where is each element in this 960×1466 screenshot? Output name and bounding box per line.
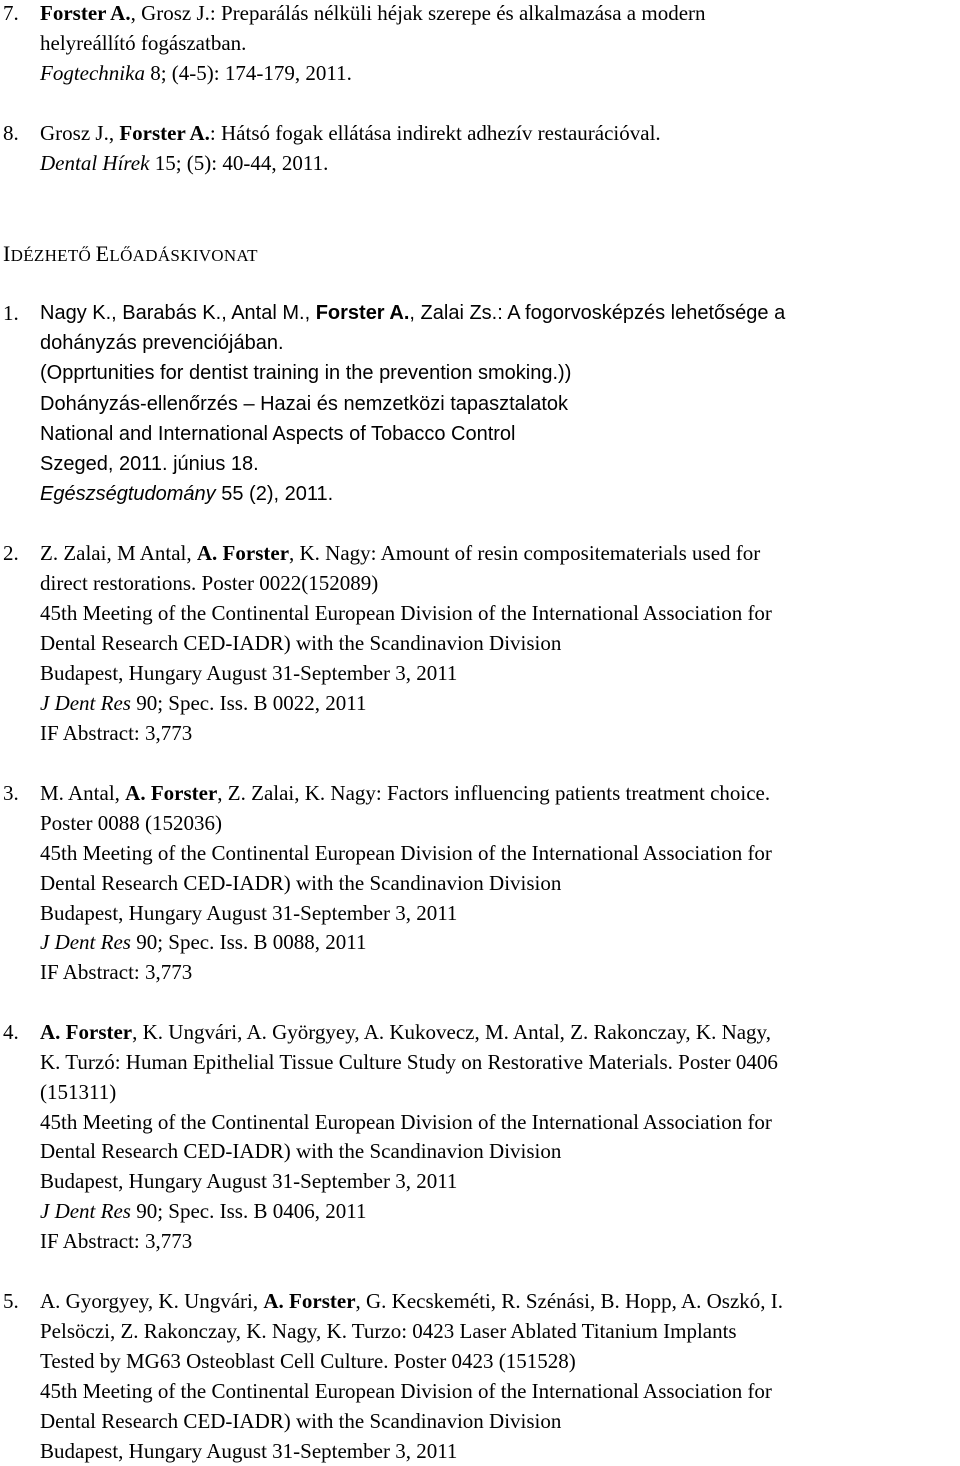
abstract-line: Budapest, Hungary August 31-September 3, 2011 (40, 1169, 458, 1193)
journal-name: J Dent Res (40, 930, 131, 954)
impact-factor: IF Abstract: 3,773 (40, 1229, 193, 1253)
impact-factor: IF Abstract: 3,773 (40, 721, 193, 745)
abstract-line: Z. Zalai, M Antal, A. Forster, K. Nagy: Amount of resin compositematerials used for (40, 541, 761, 565)
abstract-line: direct restorations. Poster 0022(152089) (40, 571, 379, 595)
abstract-line: 45th Meeting of the Continental European Division of the International Association for (40, 601, 772, 625)
journal-name: Dental Hírek (40, 151, 150, 175)
abstract-line: (151311) (40, 1080, 117, 1104)
abstract-line: Nagy K., Barabás K., Antal M., Forster A., Zalai Zs.: A fogorvosképzés lehetősége a (40, 302, 786, 324)
abstract-citation: Egészségtudomány 55 (2), 2011. (40, 483, 334, 505)
abstract-line: M. Antal, A. Forster, Z. Zalai, K. Nagy: Factors influencing patients treatment choice. (40, 781, 771, 805)
author-highlight: A. Forster (196, 541, 290, 565)
abstract-line: A. Forster, K. Ungvári, A. Györgyey, A. Kukovecz, M. Antal, Z. Rakonczay, K. Nagy, (40, 1020, 771, 1044)
item-number: 8. (3, 121, 19, 145)
journal-name: J Dent Res (40, 1199, 131, 1223)
abstract-citation: J Dent Res 90; Spec. Iss. B 0088, 2011 (40, 930, 367, 954)
author-highlight: A. Forster (263, 1289, 356, 1313)
author-highlight: Forster A. (119, 121, 210, 145)
item-number: 7. (3, 1, 19, 25)
abstract-line: A. Gyorgyey, K. Ungvári, A. Forster, G. Kecskeméti, R. Szénási, B. Hopp, A. Oszkó, I. (40, 1289, 784, 1313)
author-highlight: A. Forster (40, 1020, 133, 1044)
abstract-line: Dental Research CED-IADR) with the Scandinavion Division (40, 1409, 562, 1433)
publication-line: Grosz J., Forster A.: Hátsó fogak ellátása indirekt adhezív restaurációval. (40, 121, 661, 145)
abstract-line: National and International Aspects of Tobacco Control (40, 423, 516, 445)
impact-factor: IF Abstract: 3,773 (40, 960, 193, 984)
abstract-line: Dental Research CED-IADR) with the Scandinavion Division (40, 631, 562, 655)
section-heading: IDÉZHETŐ ELŐADÁSKIVONAT (3, 241, 258, 266)
abstract-line: Poster 0088 (152036) (40, 811, 222, 835)
abstract-citation: J Dent Res 90; Spec. Iss. B 0406, 2011 (40, 1199, 367, 1223)
journal-name: Fogtechnika (40, 61, 145, 85)
abstract-line: Budapest, Hungary August 31-September 3, 2011 (40, 901, 458, 925)
publication-line: helyreállító fogászatban. (40, 31, 247, 55)
abstract-line: dohányzás prevenciójában. (40, 332, 284, 354)
abstract-line: (Opprtunities for dentist training in the prevention smoking.)) (40, 362, 572, 384)
abstract-line: Dohányzás-ellenőrzés – Hazai és nemzetközi tapasztalatok (40, 393, 569, 415)
abstract-line: Budapest, Hungary August 31-September 3, 2011 (40, 1439, 458, 1463)
abstract-line: 45th Meeting of the Continental European Division of the International Association for (40, 841, 772, 865)
abstract-line: 45th Meeting of the Continental European Division of the International Association for (40, 1379, 772, 1403)
item-number: 5. (3, 1289, 19, 1313)
publication-line: Forster A., Grosz J.: Preparálás nélküli héjak szerepe és alkalmazása a modern (40, 1, 706, 25)
item-number: 4. (3, 1020, 19, 1044)
abstract-line: Szeged, 2011. június 18. (40, 453, 259, 475)
publication-citation: Dental Hírek 15; (5): 40-44, 2011. (40, 151, 329, 175)
item-number: 3. (3, 781, 19, 805)
item-number: 2. (3, 541, 19, 565)
author-highlight: Forster A. (40, 1, 131, 25)
abstract-line: K. Turzó: Human Epithelial Tissue Culture Study on Restorative Materials. Poster 0406 (40, 1050, 778, 1074)
abstract-line: Dental Research CED-IADR) with the Scandinavion Division (40, 1139, 562, 1163)
journal-name: J Dent Res (40, 691, 131, 715)
author-highlight: Forster A. (315, 302, 410, 324)
abstract-line: Budapest, Hungary August 31-September 3, 2011 (40, 661, 458, 685)
publication-citation: Fogtechnika 8; (4-5): 174-179, 2011. (40, 61, 352, 85)
author-highlight: A. Forster (125, 781, 218, 805)
abstract-line: Pelsöczi, Z. Rakonczay, K. Nagy, K. Turzo: 0423 Laser Ablated Titanium Implants (40, 1319, 737, 1343)
abstract-line: 45th Meeting of the Continental European Division of the International Association for (40, 1110, 772, 1134)
abstract-citation: J Dent Res 90; Spec. Iss. B 0022, 2011 (40, 691, 367, 715)
abstract-line: Dental Research CED-IADR) with the Scandinavion Division (40, 871, 562, 895)
item-number: 1. (3, 301, 19, 325)
abstract-line: Tested by MG63 Osteoblast Cell Culture. Poster 0423 (151528) (40, 1349, 576, 1373)
journal-name: Egészségtudomány (40, 483, 216, 505)
